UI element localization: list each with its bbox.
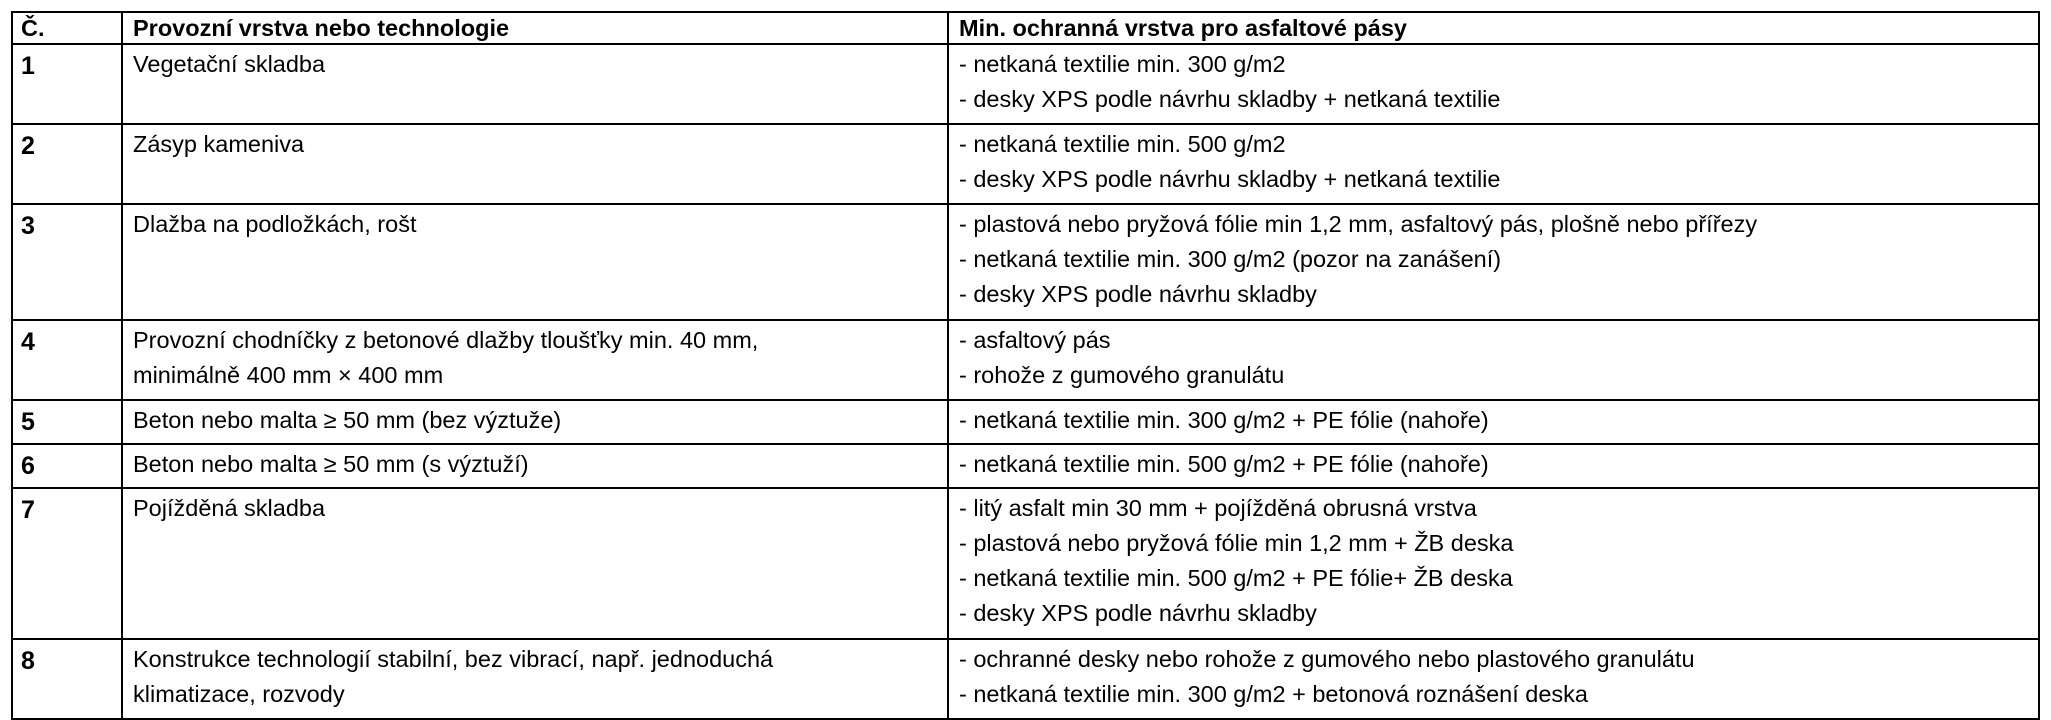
operating-layer-cell — [122, 124, 948, 204]
table-row — [12, 639, 2039, 719]
protection-item: - netkaná textilie min. 500 g/m2 + PE fólie+ ŽB deska — [959, 565, 1513, 591]
protection-item: - netkaná textilie min. 300 g/m2 — [959, 51, 1286, 77]
row-number: 2 — [12, 124, 122, 204]
operating-layer-cell — [122, 44, 948, 124]
protection-layer-cell — [948, 488, 2039, 639]
row-number: 7 — [12, 488, 122, 639]
protection-item: - desky XPS podle návrhu skladby — [959, 281, 1317, 307]
header-number: Č. — [12, 12, 122, 44]
table-row — [12, 204, 2039, 320]
protection-item: - desky XPS podle návrhu skladby — [959, 600, 1317, 626]
protection-item: - plastová nebo pryžová fólie min 1,2 mm, asfaltový pás, plošně nebo přířezy — [959, 211, 1758, 237]
protection-item: - asfaltový pás — [959, 327, 1111, 353]
table-row — [12, 400, 2039, 444]
protection-item: - netkaná textilie min. 300 g/m2 + betonová roznášení deska — [959, 681, 1589, 707]
protection-layer-cell — [948, 124, 2039, 204]
row-number: 5 — [12, 400, 122, 444]
row-number: 8 — [12, 639, 122, 719]
header-operating-layer: Provozní vrstva nebo technologie — [122, 12, 948, 44]
operating-layer-cell — [122, 400, 948, 444]
operating-layer-text: Zásyp kameniva — [133, 131, 305, 157]
roofing-protection-table-container — [11, 11, 2038, 720]
protection-item: - ochranné desky nebo rohože z gumového nebo plastového granulátu — [959, 646, 1695, 672]
protection-item: - desky XPS podle návrhu skladby + netkaná textilie — [959, 166, 1501, 192]
operating-layer-text: Beton nebo malta ≥ 50 mm (s výztuží) — [133, 451, 529, 477]
protection-item: - netkaná textilie min. 300 g/m2 + PE fólie (nahoře) — [959, 407, 1489, 433]
protection-item: - plastová nebo pryžová fólie min 1,2 mm + ŽB deska — [959, 530, 1514, 556]
protection-layer-cell — [948, 400, 2039, 444]
protection-item: - netkaná textilie min. 500 g/m2 + PE fólie (nahoře) — [959, 451, 1489, 477]
row-number: 3 — [12, 204, 122, 320]
table-row — [12, 488, 2039, 639]
protection-item: - netkaná textilie min. 300 g/m2 (pozor na zanášení) — [959, 246, 1502, 272]
row-number: 6 — [12, 444, 122, 488]
operating-layer-cell — [122, 320, 948, 400]
operating-layer-cell — [122, 444, 948, 488]
protection-item: - litý asfalt min 30 mm + pojížděná obrusná vrstva — [959, 495, 1477, 521]
protection-item: - netkaná textilie min. 500 g/m2 — [959, 131, 1286, 157]
protection-layer-cell — [948, 639, 2039, 719]
protection-layer-cell — [948, 44, 2039, 124]
table-row — [12, 444, 2039, 488]
header-protection-layer: Min. ochranná vrstva pro asfaltové pásy — [948, 12, 2039, 44]
protection-layer-cell — [948, 204, 2039, 320]
roofing-protection-table — [11, 11, 2040, 720]
operating-layer-cell — [122, 204, 948, 320]
row-number: 1 — [12, 44, 122, 124]
operating-layer-text: klimatizace, rozvody — [133, 681, 345, 707]
table-header-row — [12, 12, 2039, 44]
operating-layer-text: minimálně 400 mm × 400 mm — [133, 362, 444, 388]
operating-layer-text: Dlažba na podložkách, rošt — [133, 211, 417, 237]
protection-layer-cell — [948, 320, 2039, 400]
operating-layer-text: Konstrukce technologií stabilní, bez vibrací, např. jednoduchá — [133, 646, 774, 672]
operating-layer-text: Pojížděná skladba — [133, 495, 326, 521]
operating-layer-text: Beton nebo malta ≥ 50 mm (bez výztuže) — [133, 407, 562, 433]
protection-item: - rohože z gumového granulátu — [959, 362, 1285, 388]
table-row — [12, 320, 2039, 400]
operating-layer-text: Vegetační skladba — [133, 51, 326, 77]
table-row — [12, 44, 2039, 124]
operating-layer-cell — [122, 488, 948, 639]
operating-layer-text: Provozní chodníčky z betonové dlažby tloušťky min. 40 mm, — [133, 327, 759, 353]
protection-item: - desky XPS podle návrhu skladby + netkaná textilie — [959, 86, 1501, 112]
operating-layer-cell — [122, 639, 948, 719]
protection-layer-cell — [948, 444, 2039, 488]
table-row — [12, 124, 2039, 204]
row-number: 4 — [12, 320, 122, 400]
